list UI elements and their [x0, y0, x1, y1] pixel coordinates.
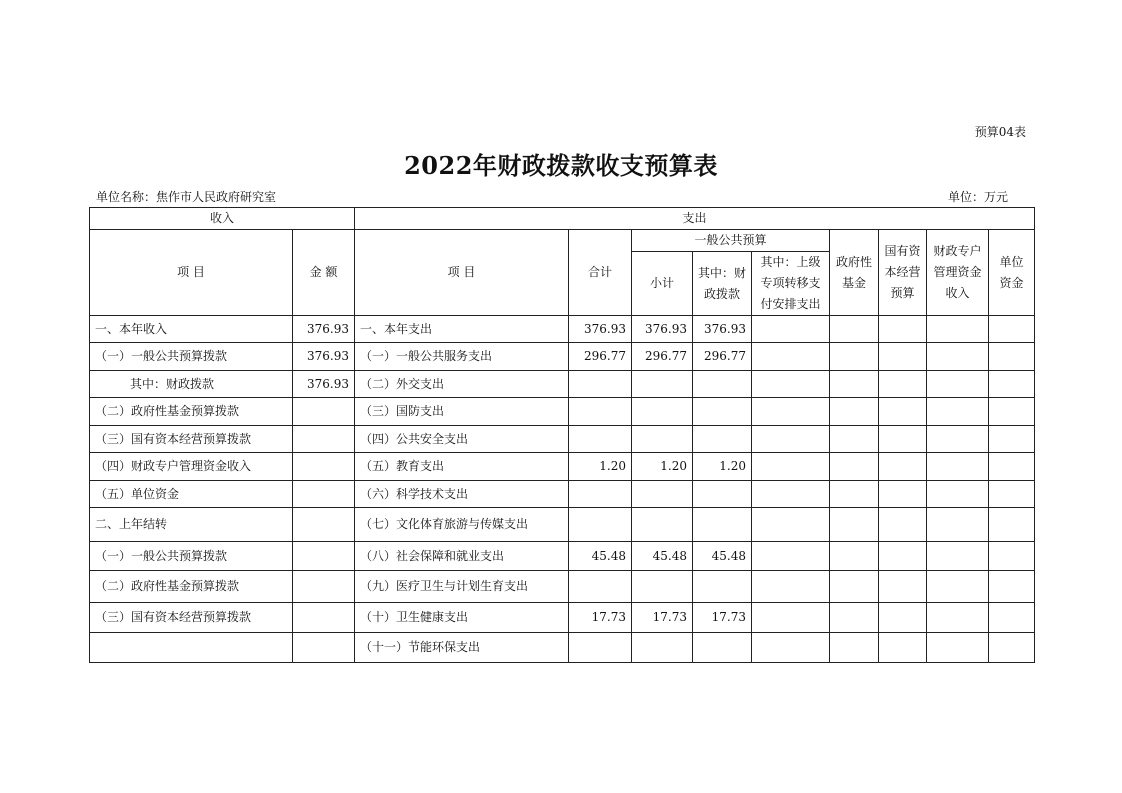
total-cell	[569, 571, 632, 603]
table-row	[90, 316, 1035, 343]
total-cell	[569, 371, 632, 398]
fiscal-cell: 376.93	[693, 316, 752, 343]
expense-header: 支出	[355, 208, 1035, 230]
special-account-cell	[927, 316, 989, 343]
gov-fund-cell	[830, 542, 879, 571]
state-capital-cell	[879, 453, 927, 481]
transfer-cell	[752, 398, 830, 426]
table-row	[90, 426, 1035, 453]
total-cell	[569, 508, 632, 542]
income-amount-header: 金 额	[293, 230, 355, 316]
income-item-cell	[90, 633, 293, 663]
special-account-cell	[927, 542, 989, 571]
state-capital-cell	[879, 571, 927, 603]
income-amount-cell	[293, 508, 355, 542]
fiscal-cell: 45.48	[693, 542, 752, 571]
transfer-cell	[752, 371, 830, 398]
budget-table	[89, 207, 1035, 663]
income-header: 收入	[90, 208, 355, 230]
income-item-cell: 二、上年结转	[90, 508, 293, 542]
transfer-cell	[752, 481, 830, 508]
subtotal-cell	[632, 481, 693, 508]
gov-fund-cell	[830, 343, 879, 371]
subtotal-cell	[632, 571, 693, 603]
unit-funds-cell	[989, 633, 1035, 663]
table-row	[90, 343, 1035, 371]
unit-label: 单位：万元	[948, 190, 1009, 204]
state-capital-cell	[879, 603, 927, 633]
state-capital-cell	[879, 542, 927, 571]
subtotal-cell	[632, 633, 693, 663]
unit-funds-header: 单位资金	[989, 230, 1035, 316]
expense-item-cell: （八）社会保障和就业支出	[355, 542, 569, 571]
state-capital-cell	[879, 398, 927, 426]
unit-funds-cell	[989, 426, 1035, 453]
unit-funds-cell	[989, 316, 1035, 343]
income-item-header: 项 目	[90, 230, 293, 316]
income-item-cell: （一）一般公共预算拨款	[90, 343, 293, 371]
table-row	[90, 371, 1035, 398]
income-amount-cell	[293, 542, 355, 571]
form-number: 预算04表	[974, 125, 1026, 139]
table-row	[90, 508, 1035, 542]
state-capital-header: 国有资本经营预算	[879, 230, 927, 316]
income-item-cell: 一、本年收入	[90, 316, 293, 343]
transfer-cell	[752, 603, 830, 633]
unit-funds-cell	[989, 603, 1035, 633]
general-budget-header: 一般公共预算	[632, 230, 830, 252]
expense-item-cell: （十一）节能环保支出	[355, 633, 569, 663]
expense-item-cell: 一、本年支出	[355, 316, 569, 343]
transfer-cell	[752, 508, 830, 542]
income-amount-cell	[293, 481, 355, 508]
fiscal-cell	[693, 371, 752, 398]
subtotal-header: 小计	[632, 252, 693, 316]
total-cell	[569, 426, 632, 453]
gov-fund-cell	[830, 603, 879, 633]
income-amount-cell: 376.93	[293, 343, 355, 371]
subtotal-cell: 45.48	[632, 542, 693, 571]
income-amount-cell	[293, 398, 355, 426]
unit-funds-cell	[989, 453, 1035, 481]
expense-item-cell: （十）卫生健康支出	[355, 603, 569, 633]
subtotal-cell: 376.93	[632, 316, 693, 343]
special-account-cell	[927, 343, 989, 371]
income-item-cell: （一）一般公共预算拨款	[90, 542, 293, 571]
transfer-cell	[752, 316, 830, 343]
expense-item-cell: （二）外交支出	[355, 371, 569, 398]
fiscal-cell	[693, 426, 752, 453]
table-row	[90, 481, 1035, 508]
expense-item-cell: （六）科学技术支出	[355, 481, 569, 508]
gov-fund-cell	[830, 508, 879, 542]
gov-fund-cell	[830, 426, 879, 453]
income-amount-cell: 376.93	[293, 316, 355, 343]
income-amount-cell	[293, 633, 355, 663]
special-account-cell	[927, 508, 989, 542]
state-capital-cell	[879, 426, 927, 453]
header-row-2	[90, 230, 1035, 252]
fiscal-cell: 1.20	[693, 453, 752, 481]
unit-name: 单位名称：焦作市人民政府研究室	[96, 190, 277, 204]
table-row	[90, 398, 1035, 426]
income-item-cell: 其中：财政拨款	[90, 371, 293, 398]
subtotal-cell: 296.77	[632, 343, 693, 371]
gov-fund-cell	[830, 453, 879, 481]
total-cell: 296.77	[569, 343, 632, 371]
total-cell	[569, 398, 632, 426]
expense-item-cell: （五）教育支出	[355, 453, 569, 481]
unit-funds-cell	[989, 343, 1035, 371]
expense-item-header: 项 目	[355, 230, 569, 316]
income-amount-cell	[293, 571, 355, 603]
transfer-cell	[752, 633, 830, 663]
special-account-cell	[927, 633, 989, 663]
state-capital-cell	[879, 481, 927, 508]
income-item-cell: （二）政府性基金预算拨款	[90, 398, 293, 426]
total-cell	[569, 481, 632, 508]
unit-funds-cell	[989, 398, 1035, 426]
transfer-header: 其中：上级专项转移支付安排支出	[752, 252, 830, 316]
income-amount-cell	[293, 453, 355, 481]
state-capital-cell	[879, 316, 927, 343]
state-capital-cell	[879, 371, 927, 398]
fiscal-cell: 296.77	[693, 343, 752, 371]
total-cell: 1.20	[569, 453, 632, 481]
table-row	[90, 633, 1035, 663]
total-cell: 17.73	[569, 603, 632, 633]
subtotal-cell	[632, 398, 693, 426]
gov-fund-cell	[830, 398, 879, 426]
gov-fund-header: 政府性基金	[830, 230, 879, 316]
transfer-cell	[752, 453, 830, 481]
fiscal-cell	[693, 481, 752, 508]
total-header: 合计	[569, 230, 632, 316]
transfer-cell	[752, 542, 830, 571]
special-account-cell	[927, 453, 989, 481]
income-item-cell: （二）政府性基金预算拨款	[90, 571, 293, 603]
expense-item-cell: （四）公共安全支出	[355, 426, 569, 453]
expense-item-cell: （三）国防支出	[355, 398, 569, 426]
gov-fund-cell	[830, 316, 879, 343]
gov-fund-cell	[830, 571, 879, 603]
fiscal-cell	[693, 633, 752, 663]
subtotal-cell	[632, 508, 693, 542]
gov-fund-cell	[830, 633, 879, 663]
unit-funds-cell	[989, 481, 1035, 508]
gov-fund-cell	[830, 481, 879, 508]
fiscal-cell	[693, 571, 752, 603]
income-amount-cell: 376.93	[293, 371, 355, 398]
fiscal-cell	[693, 508, 752, 542]
table-row	[90, 542, 1035, 571]
transfer-cell	[752, 571, 830, 603]
special-account-header: 财政专户管理资金收入	[927, 230, 989, 316]
header-row-1	[90, 208, 1035, 230]
gov-fund-cell	[830, 371, 879, 398]
income-item-cell: （五）单位资金	[90, 481, 293, 508]
unit-funds-cell	[989, 371, 1035, 398]
special-account-cell	[927, 371, 989, 398]
special-account-cell	[927, 426, 989, 453]
subtotal-cell: 17.73	[632, 603, 693, 633]
income-item-cell: （三）国有资本经营预算拨款	[90, 426, 293, 453]
transfer-cell	[752, 426, 830, 453]
total-cell	[569, 633, 632, 663]
special-account-cell	[927, 603, 989, 633]
table-row	[90, 603, 1035, 633]
special-account-cell	[927, 398, 989, 426]
income-item-cell: （四）财政专户管理资金收入	[90, 453, 293, 481]
special-account-cell	[927, 481, 989, 508]
unit-funds-cell	[989, 508, 1035, 542]
income-amount-cell	[293, 426, 355, 453]
state-capital-cell	[879, 343, 927, 371]
table-row	[90, 571, 1035, 603]
subtotal-cell	[632, 426, 693, 453]
special-account-cell	[927, 571, 989, 603]
subtotal-cell	[632, 371, 693, 398]
table-row	[90, 453, 1035, 481]
income-amount-cell	[293, 603, 355, 633]
income-item-cell: （三）国有资本经营预算拨款	[90, 603, 293, 633]
page-title: 2022年财政拨款收支预算表	[404, 151, 718, 180]
expense-item-cell: （七）文化体育旅游与传媒支出	[355, 508, 569, 542]
subtotal-cell: 1.20	[632, 453, 693, 481]
transfer-cell	[752, 343, 830, 371]
unit-funds-cell	[989, 571, 1035, 603]
unit-funds-cell	[989, 542, 1035, 571]
expense-item-cell: （九）医疗卫生与计划生育支出	[355, 571, 569, 603]
total-cell: 45.48	[569, 542, 632, 571]
state-capital-cell	[879, 508, 927, 542]
total-cell: 376.93	[569, 316, 632, 343]
state-capital-cell	[879, 633, 927, 663]
expense-item-cell: （一）一般公共服务支出	[355, 343, 569, 371]
fiscal-cell: 17.73	[693, 603, 752, 633]
fiscal-header: 其中：财政拨款	[693, 252, 752, 316]
fiscal-cell	[693, 398, 752, 426]
